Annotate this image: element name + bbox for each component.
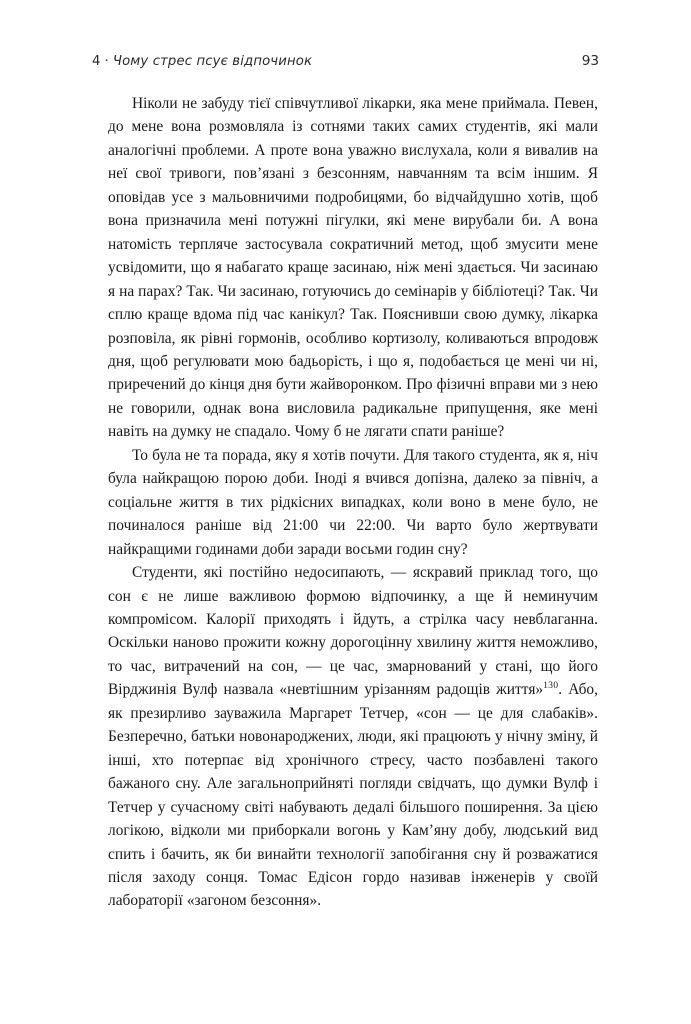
running-head-chapter-number: 4 <box>92 54 101 69</box>
paragraph: То була не та порада, яку я хотів почути. Для такого студента, як я, ніч була найкращою порою доби. Іноді я вчився допізна, далеко за північ, а соціальне життя в тих рідкісних випадках, коли воно в мене було, не починалося раніше від 21:00 чи 22:00. Чи варто було жертвувати найкращими годинами доби заради восьми годин сну? <box>108 446 598 558</box>
running-head <box>92 53 599 75</box>
running-head-separator: · <box>104 54 109 69</box>
body-text-block <box>108 92 598 913</box>
page-number: 93 <box>581 53 599 69</box>
paragraph-text-before-footnote: Студенти, які постійно недосипають, — яскравий приклад того, що сон є не лише важливою формою відпочинку, а ще й неминучим компромісом. Калорії приходять і йдуть, а стрілка часу невблаганна. Оскільки наново прожити кожну дорогоцінну хвилину життя неможливо, то час, витрачений на сон, — це час, змарнований у стані, що його Вірджинія Вулф назвала «невтішним урізанням радощів життя» <box>108 564 598 699</box>
paragraph-text-after-footnote: . Або, як презирливо зауважила Маргарет Тетчер, «сон — це для слабаків». Безперечно, батьки новонароджених, люди, які працюють у нічну зміну, й інші, хто потерпає від хронічного стресу, часто позбавлені такого бажаного сну. Але загальноприйняті погляди свідчать, що думки Вулф і Тетчер у сучасному світі набувають дедалі більшого поширення. За цією логікою, відколи ми приборкали вогонь у Кам’яну добу, людський вид спить і бачить, як би винайти технології запобігання сну й розважатися після заходу сонця. Томас Едісон гордо називав інженерів у своїй лабораторії «загоном безсоння». <box>108 681 599 910</box>
paragraph: Ніколи не забуду тієї співчутливої лікарки, яка мене приймала. Певен, до мене вона розмовляла із сотнями таких самих студентів, які мали аналогічні проблеми. А проте вона уважно вислухала, коли я вивалив на неї свої тривоги, пов’язані з безсонням, навчанням та всім іншим. Я оповідав усе з мальовничими подробицями, бо відчайдушно хотів, щоб вона призначила мені потужні пігулки, які мене вирубали би. А вона натомість терпляче застосувала сократичний метод, щоб змусити мене усвідомити, що я набагато краще засинаю, ніж мені здається. Чи засинаю я на парах? Так. Чи засинаю, готуючись до семінарів у бібліотеці? Так. Чи сплю краще вдома під час канікул? Так. Пояснивши свою думку, лікарка розповіла, як рівні гормонів, особливо кортизолу, коливаються впродовж дня, щоб регулювати мою бадьорість, і що я, подобається це мені чи ні, приречений до кінця дня бути жайворонком. Про фізичні вправи ми з нею не говорили, однак вона висловила радикальне припущення, яке мені навіть на думку не спадало. Чому б не лягати спати раніше? <box>108 95 598 441</box>
running-head-chapter-title: Чому стрес псує відпочинок <box>112 54 313 69</box>
paragraph <box>108 561 598 913</box>
running-head-chapter <box>92 54 312 69</box>
footnote-reference-marker[interactable]: 130 <box>543 680 559 692</box>
